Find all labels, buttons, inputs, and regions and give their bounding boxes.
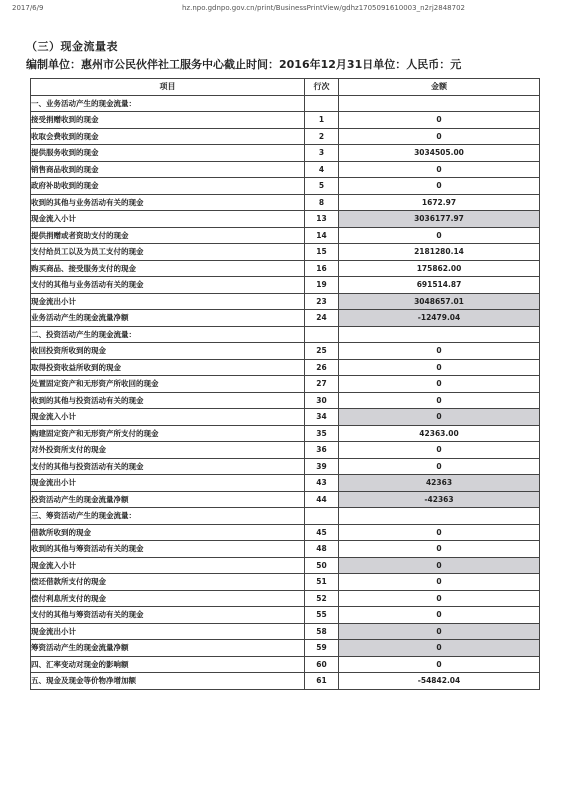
table-row [31, 557, 540, 574]
row-line-number: 34 [305, 409, 339, 426]
row-line-number: 14 [305, 227, 339, 244]
table-row [31, 227, 540, 244]
row-amount: 0 [339, 178, 540, 195]
row-amount: 0 [339, 376, 540, 393]
row-label: 提供服务收到的现金 [31, 145, 305, 162]
row-label: 收回投资所收到的现金 [31, 343, 305, 360]
row-amount: 0 [339, 656, 540, 673]
table-row [31, 178, 540, 195]
row-amount: 0 [339, 112, 540, 129]
row-line-number: 58 [305, 623, 339, 640]
row-label: 支付的其他与投资活动有关的现金 [31, 458, 305, 475]
table-row [31, 211, 540, 228]
row-line-number: 3 [305, 145, 339, 162]
row-label: 现金流出小计 [31, 293, 305, 310]
row-amount: 0 [339, 458, 540, 475]
row-amount: 0 [339, 409, 540, 426]
row-line-number: 51 [305, 574, 339, 591]
row-line-number: 35 [305, 425, 339, 442]
table-row [31, 590, 540, 607]
row-line-number: 25 [305, 343, 339, 360]
row-line-number: 59 [305, 640, 339, 657]
table-row [31, 343, 540, 360]
row-label: 现金流入小计 [31, 211, 305, 228]
row-label: 政府补助收到的现金 [31, 178, 305, 195]
table-row [31, 145, 540, 162]
table-row [31, 326, 540, 343]
row-line-number [305, 508, 339, 525]
table-row [31, 293, 540, 310]
row-label: 对外投资所支付的现金 [31, 442, 305, 459]
row-label: 收到的其他与筹资活动有关的现金 [31, 541, 305, 558]
table-row [31, 161, 540, 178]
table-row [31, 95, 540, 112]
row-label: 现金流入小计 [31, 557, 305, 574]
row-line-number: 2 [305, 128, 339, 145]
row-amount: 0 [339, 161, 540, 178]
table-row [31, 244, 540, 261]
row-amount: 42363 [339, 475, 540, 492]
row-label: 二、投资活动产生的现金流量： [31, 326, 305, 343]
table-row [31, 128, 540, 145]
row-line-number: 27 [305, 376, 339, 393]
row-amount: 1672.97 [339, 194, 540, 211]
row-amount: 2181280.14 [339, 244, 540, 261]
row-label: 取得投资收益所收到的现金 [31, 359, 305, 376]
table-row [31, 392, 540, 409]
row-label: 支付给员工以及为员工支付的现金 [31, 244, 305, 261]
table-row [31, 541, 540, 558]
table-row [31, 425, 540, 442]
row-label: 业务活动产生的现金流量净额 [31, 310, 305, 327]
row-label: 三、筹资活动产生的现金流量： [31, 508, 305, 525]
row-amount: 3034505.00 [339, 145, 540, 162]
row-line-number: 52 [305, 590, 339, 607]
row-label: 支付的其他与筹资活动有关的现金 [31, 607, 305, 624]
table-row [31, 260, 540, 277]
row-label: 投资活动产生的现金流量净额 [31, 491, 305, 508]
row-amount: 0 [339, 623, 540, 640]
row-amount: 0 [339, 640, 540, 657]
row-line-number [305, 326, 339, 343]
row-label: 购建固定资产和无形资产所支付的现金 [31, 425, 305, 442]
row-label: 偿付利息所支付的现金 [31, 590, 305, 607]
row-label: 现金流出小计 [31, 475, 305, 492]
table-row [31, 524, 540, 541]
row-amount: 691514.87 [339, 277, 540, 294]
header-amount: 金额 [339, 79, 540, 96]
row-line-number: 15 [305, 244, 339, 261]
row-label: 偿还借款所支付的现金 [31, 574, 305, 591]
row-amount: 3048657.01 [339, 293, 540, 310]
row-label: 五、现金及现金等价物净增加额 [31, 673, 305, 690]
table-row [31, 640, 540, 657]
row-label: 收取会费收到的现金 [31, 128, 305, 145]
row-amount: 0 [339, 557, 540, 574]
table-row [31, 442, 540, 459]
row-line-number: 30 [305, 392, 339, 409]
row-amount: 0 [339, 392, 540, 409]
row-line-number: 1 [305, 112, 339, 129]
table-row [31, 376, 540, 393]
table-body [31, 95, 540, 689]
row-label: 四、汇率变动对现金的影响额 [31, 656, 305, 673]
row-amount: 0 [339, 128, 540, 145]
row-amount: 0 [339, 343, 540, 360]
row-label: 提供捐赠或者资助支付的现金 [31, 227, 305, 244]
row-label: 一、业务活动产生的现金流量： [31, 95, 305, 112]
row-amount [339, 326, 540, 343]
row-amount [339, 95, 540, 112]
row-line-number: 60 [305, 656, 339, 673]
table-row [31, 310, 540, 327]
row-line-number: 8 [305, 194, 339, 211]
row-line-number: 19 [305, 277, 339, 294]
row-amount: 42363.00 [339, 425, 540, 442]
header-line: 行次 [305, 79, 339, 96]
browser-print-header [12, 2, 557, 16]
row-amount: 0 [339, 442, 540, 459]
row-label: 收到的其他与投资活动有关的现金 [31, 392, 305, 409]
table-header-row [31, 79, 540, 96]
row-label: 现金流出小计 [31, 623, 305, 640]
row-line-number: 26 [305, 359, 339, 376]
row-label: 处置固定资产和无形资产所收回的现金 [31, 376, 305, 393]
table-row [31, 409, 540, 426]
table-row [31, 277, 540, 294]
row-line-number: 5 [305, 178, 339, 195]
table-row [31, 458, 540, 475]
row-label: 支付的其他与业务活动有关的现金 [31, 277, 305, 294]
row-amount: 0 [339, 607, 540, 624]
row-line-number: 44 [305, 491, 339, 508]
row-amount: 0 [339, 227, 540, 244]
row-line-number: 39 [305, 458, 339, 475]
row-amount: -12479.04 [339, 310, 540, 327]
row-label: 收到的其他与业务活动有关的现金 [31, 194, 305, 211]
row-amount: 0 [339, 541, 540, 558]
table-row [31, 491, 540, 508]
row-amount [339, 508, 540, 525]
row-label: 现金流入小计 [31, 409, 305, 426]
row-label: 购买商品、接受服务支付的现金 [31, 260, 305, 277]
table-row [31, 673, 540, 690]
print-url: hz.npo.gdnpo.gov.cn/print/BusinessPrintView/gdhz1705091610003_n2rj2848702 [182, 4, 465, 12]
table-row [31, 508, 540, 525]
row-line-number: 36 [305, 442, 339, 459]
row-line-number: 61 [305, 673, 339, 690]
row-line-number: 55 [305, 607, 339, 624]
row-label: 筹资活动产生的现金流量净额 [31, 640, 305, 657]
row-line-number: 16 [305, 260, 339, 277]
row-amount: 0 [339, 359, 540, 376]
row-amount: 0 [339, 590, 540, 607]
header-item: 项目 [31, 79, 305, 96]
row-line-number: 13 [305, 211, 339, 228]
table-row [31, 607, 540, 624]
row-amount: 3036177.97 [339, 211, 540, 228]
report-title: （三）现金流量表 [26, 40, 118, 53]
table-row [31, 475, 540, 492]
row-line-number: 48 [305, 541, 339, 558]
row-line-number: 43 [305, 475, 339, 492]
row-line-number: 45 [305, 524, 339, 541]
row-amount: 0 [339, 524, 540, 541]
row-label: 借款所收到的现金 [31, 524, 305, 541]
row-amount: 0 [339, 574, 540, 591]
table-row [31, 194, 540, 211]
table-row [31, 112, 540, 129]
row-label: 销售商品收到的现金 [31, 161, 305, 178]
table-row [31, 656, 540, 673]
cash-flow-table [30, 78, 540, 690]
row-line-number: 23 [305, 293, 339, 310]
row-amount: -54842.04 [339, 673, 540, 690]
table-row [31, 623, 540, 640]
row-line-number: 50 [305, 557, 339, 574]
row-line-number: 24 [305, 310, 339, 327]
row-line-number: 4 [305, 161, 339, 178]
print-date: 2017/6/9 [12, 4, 44, 12]
table-row [31, 574, 540, 591]
table-row [31, 359, 540, 376]
row-label: 接受捐赠收到的现金 [31, 112, 305, 129]
row-amount: -42363 [339, 491, 540, 508]
row-amount: 175862.00 [339, 260, 540, 277]
report-meta: 编制单位：惠州市公民伙伴社工服务中心截止时间：2016年12月31日单位：人民币：元 [26, 58, 462, 71]
row-line-number [305, 95, 339, 112]
